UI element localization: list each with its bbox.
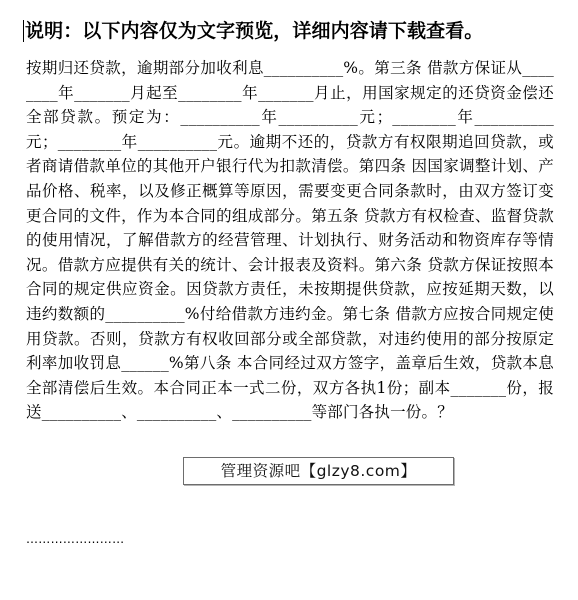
preview-notice: 说明：以下内容仅为文字预览，详细内容请下载查看。	[25, 20, 484, 42]
contract-body-text: 按期归还贷款，逾期部分加收利息__________%。第三条 借款方保证从________年_______月起至________年_______月止，用国家规定的还贷资金偿还全部贷款。预定为：__________年__________元；________年__________元；________年__________元。逾期不还的，贷款方有权限期追回贷款，或者商请借款单位的其他开户银行代为扣款清偿。第四条 因国家调整计划、产品价格、税率，以及修正概算等原因，需要变更合同条款时，由双方签订变更合同的文件，作为本合同的组成部分。第五条 贷款方有权检查、监督贷款的使用情况，了解借款方的经营管理、计划执行、财务活动和物资库存等情况。借款方应提供有关的统计、会计报表及资料。第六条 贷款方保证按照本合同的规定供应资金。因贷款方责任，未按期提供贷款，应按延期天数，以违约数额的__________%付给借款方违约金。第七条 借款方应按合同规定使用贷款。否则，贷款方有权收回部分或全部贷款，对违约使用的部分按原定利率加收罚息______%第八条 本合同经过双方签字，盖章后生效，贷款本息全部清偿后生效。本合同正本一式二份，双方各执1份；副本_______份，报送__________、__________、__________等部门各执一份。？	[26, 59, 554, 422]
site-watermark-banner: 管理资源吧【glzy8.com】	[183, 457, 454, 485]
text-cursor	[23, 20, 24, 42]
continuation-ellipsis: ……………………	[26, 532, 125, 546]
